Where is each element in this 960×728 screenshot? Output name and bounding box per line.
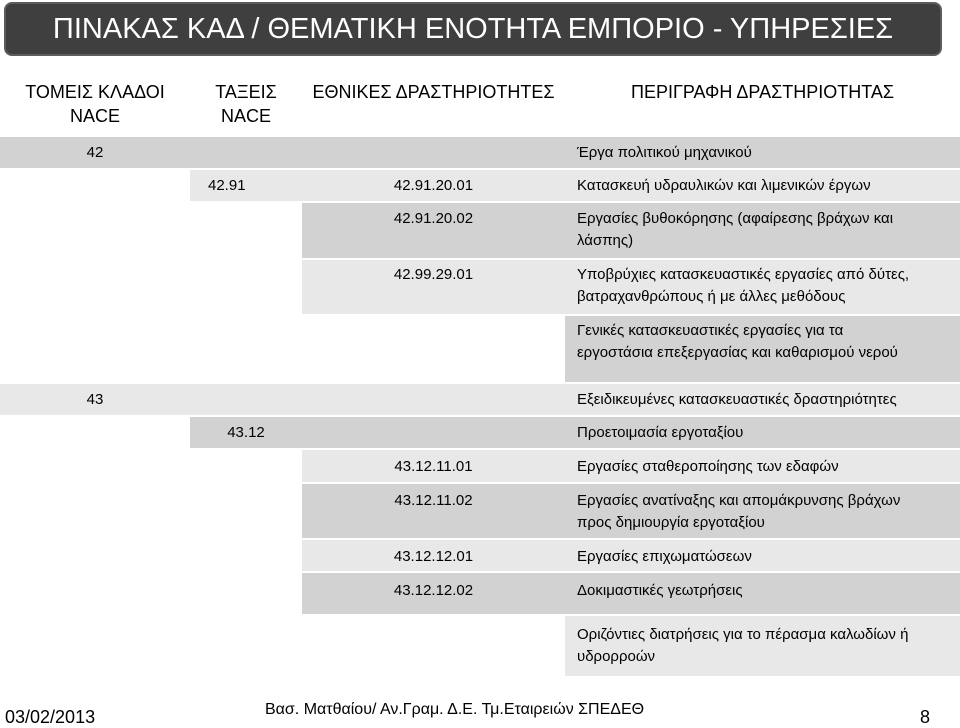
table-row xyxy=(0,573,960,616)
cell-description xyxy=(577,450,952,478)
description-line: Δοκιμαστικές γεωτρήσεις xyxy=(577,582,743,599)
footer-author: Βασ. Ματθαίου/ Αν.Γραμ. Δ.Ε. Τμ.Εταιρειών ΣΠΕΔΕΘ xyxy=(265,701,645,718)
cell-national: 43.12.11.01 xyxy=(394,458,473,475)
header-class-line: NACE xyxy=(220,106,271,126)
table-row xyxy=(0,137,960,170)
cell-description xyxy=(577,573,952,602)
header-description-line: ΠΕΡΙΓΡΑΦΗ ΔΡΑΣΤΗΡΙΟΤΗΤΑΣ xyxy=(630,82,895,102)
description-line: Κατασκευή υδραυλικών και λιμενικών έργων xyxy=(577,177,871,194)
slide-number: 8 xyxy=(920,707,931,727)
description-line: προς δημιουργία εργοταξίου xyxy=(577,514,765,531)
header-sector-line: NACE xyxy=(69,106,120,126)
description-line: υδρορροών xyxy=(577,648,656,665)
slide-title: ΠΙΝΑΚΑΣ ΚΑΔ / ΘΕΜΑΤΙΚΗ ΕΝΟΤΗΤΑ ΕΜΠΟΡΙΟ - ΥΠΗΡΕΣΙΕΣ xyxy=(4,2,942,56)
cell-national: 42.91.20.01 xyxy=(393,177,474,194)
cell-description xyxy=(577,540,952,568)
table-row xyxy=(0,260,960,316)
description-line: Εργασίες βυθοκόρησης (αφαίρεσης βράχων και xyxy=(577,210,894,227)
table-row xyxy=(0,540,960,573)
cell-class: 43.12 xyxy=(227,424,265,441)
description-line: βατραχανθρώπους ή με άλλες μεθόδους xyxy=(577,288,846,305)
description-line: Υποβρύχιες κατασκευαστικές εργασίες από δύτες, xyxy=(577,266,910,283)
kad-table xyxy=(0,70,960,678)
cell-description xyxy=(577,170,952,197)
cell-national: 42.91.20.02 xyxy=(393,210,474,227)
table-row xyxy=(0,384,960,417)
header-national-line: ΕΘΝΙΚΕΣ ΔΡΑΣΤΗΡΙΟΤΗΤΕΣ xyxy=(312,82,555,102)
cell-sector: 43 xyxy=(86,391,104,408)
cell-description xyxy=(577,203,952,252)
description-line: Προετοιμασία εργοταξίου xyxy=(577,424,744,441)
table-row xyxy=(0,316,960,384)
header-national xyxy=(302,70,565,137)
cell-sector: 42 xyxy=(86,144,104,161)
table-row xyxy=(0,450,960,484)
table-row xyxy=(0,203,960,260)
description-line: Εργασίες επιχωματώσεων xyxy=(577,548,752,565)
cell-description xyxy=(577,417,952,444)
description-line: εργοστάσια επεξεργασίας και καθαρισμού νερού xyxy=(577,344,898,361)
description-line: λάσπης) xyxy=(577,232,634,249)
header-sector-line: ΤΟΜΕΙΣ ΚΛΑΔΟΙ xyxy=(25,82,165,102)
header-class xyxy=(190,70,302,137)
header-description xyxy=(565,70,960,137)
description-line: Έργα πολιτικού μηχανικού xyxy=(577,144,752,161)
table-row xyxy=(0,417,960,450)
cell-description xyxy=(577,484,952,534)
cell-national: 43.12.12.02 xyxy=(393,582,474,599)
cell-national: 43.12.12.01 xyxy=(393,548,474,565)
description-line: Εξειδικευμένες κατασκευαστικές δραστηριότητες xyxy=(577,391,897,408)
cell-class: 42.91 xyxy=(208,177,246,194)
cell-national: 42.99.29.01 xyxy=(393,266,474,283)
header-class-line: ΤΑΞΕΙΣ xyxy=(215,82,277,102)
description-line: Οριζόντιες διατρήσεις για το πέρασμα καλωδίων ή xyxy=(577,626,909,643)
footer-date: 03/02/2013 xyxy=(5,707,96,727)
description-line: Εργασίες ανατίναξης και απομάκρυνσης βράχων xyxy=(577,492,901,509)
cell-description xyxy=(577,316,952,364)
cell-description xyxy=(577,384,952,411)
cell-description xyxy=(577,616,952,668)
table-row xyxy=(0,170,960,203)
header-sector xyxy=(0,70,190,137)
cell-national: 43.12.11.02 xyxy=(394,492,473,509)
cell-description xyxy=(577,137,952,164)
table-row xyxy=(0,616,960,678)
table-row xyxy=(0,484,960,540)
description-line: Εργασίες σταθεροποίησης των εδαφών xyxy=(577,458,839,475)
cell-description xyxy=(577,260,952,308)
description-line: Γενικές κατασκευαστικές εργασίες για τα xyxy=(577,322,844,339)
